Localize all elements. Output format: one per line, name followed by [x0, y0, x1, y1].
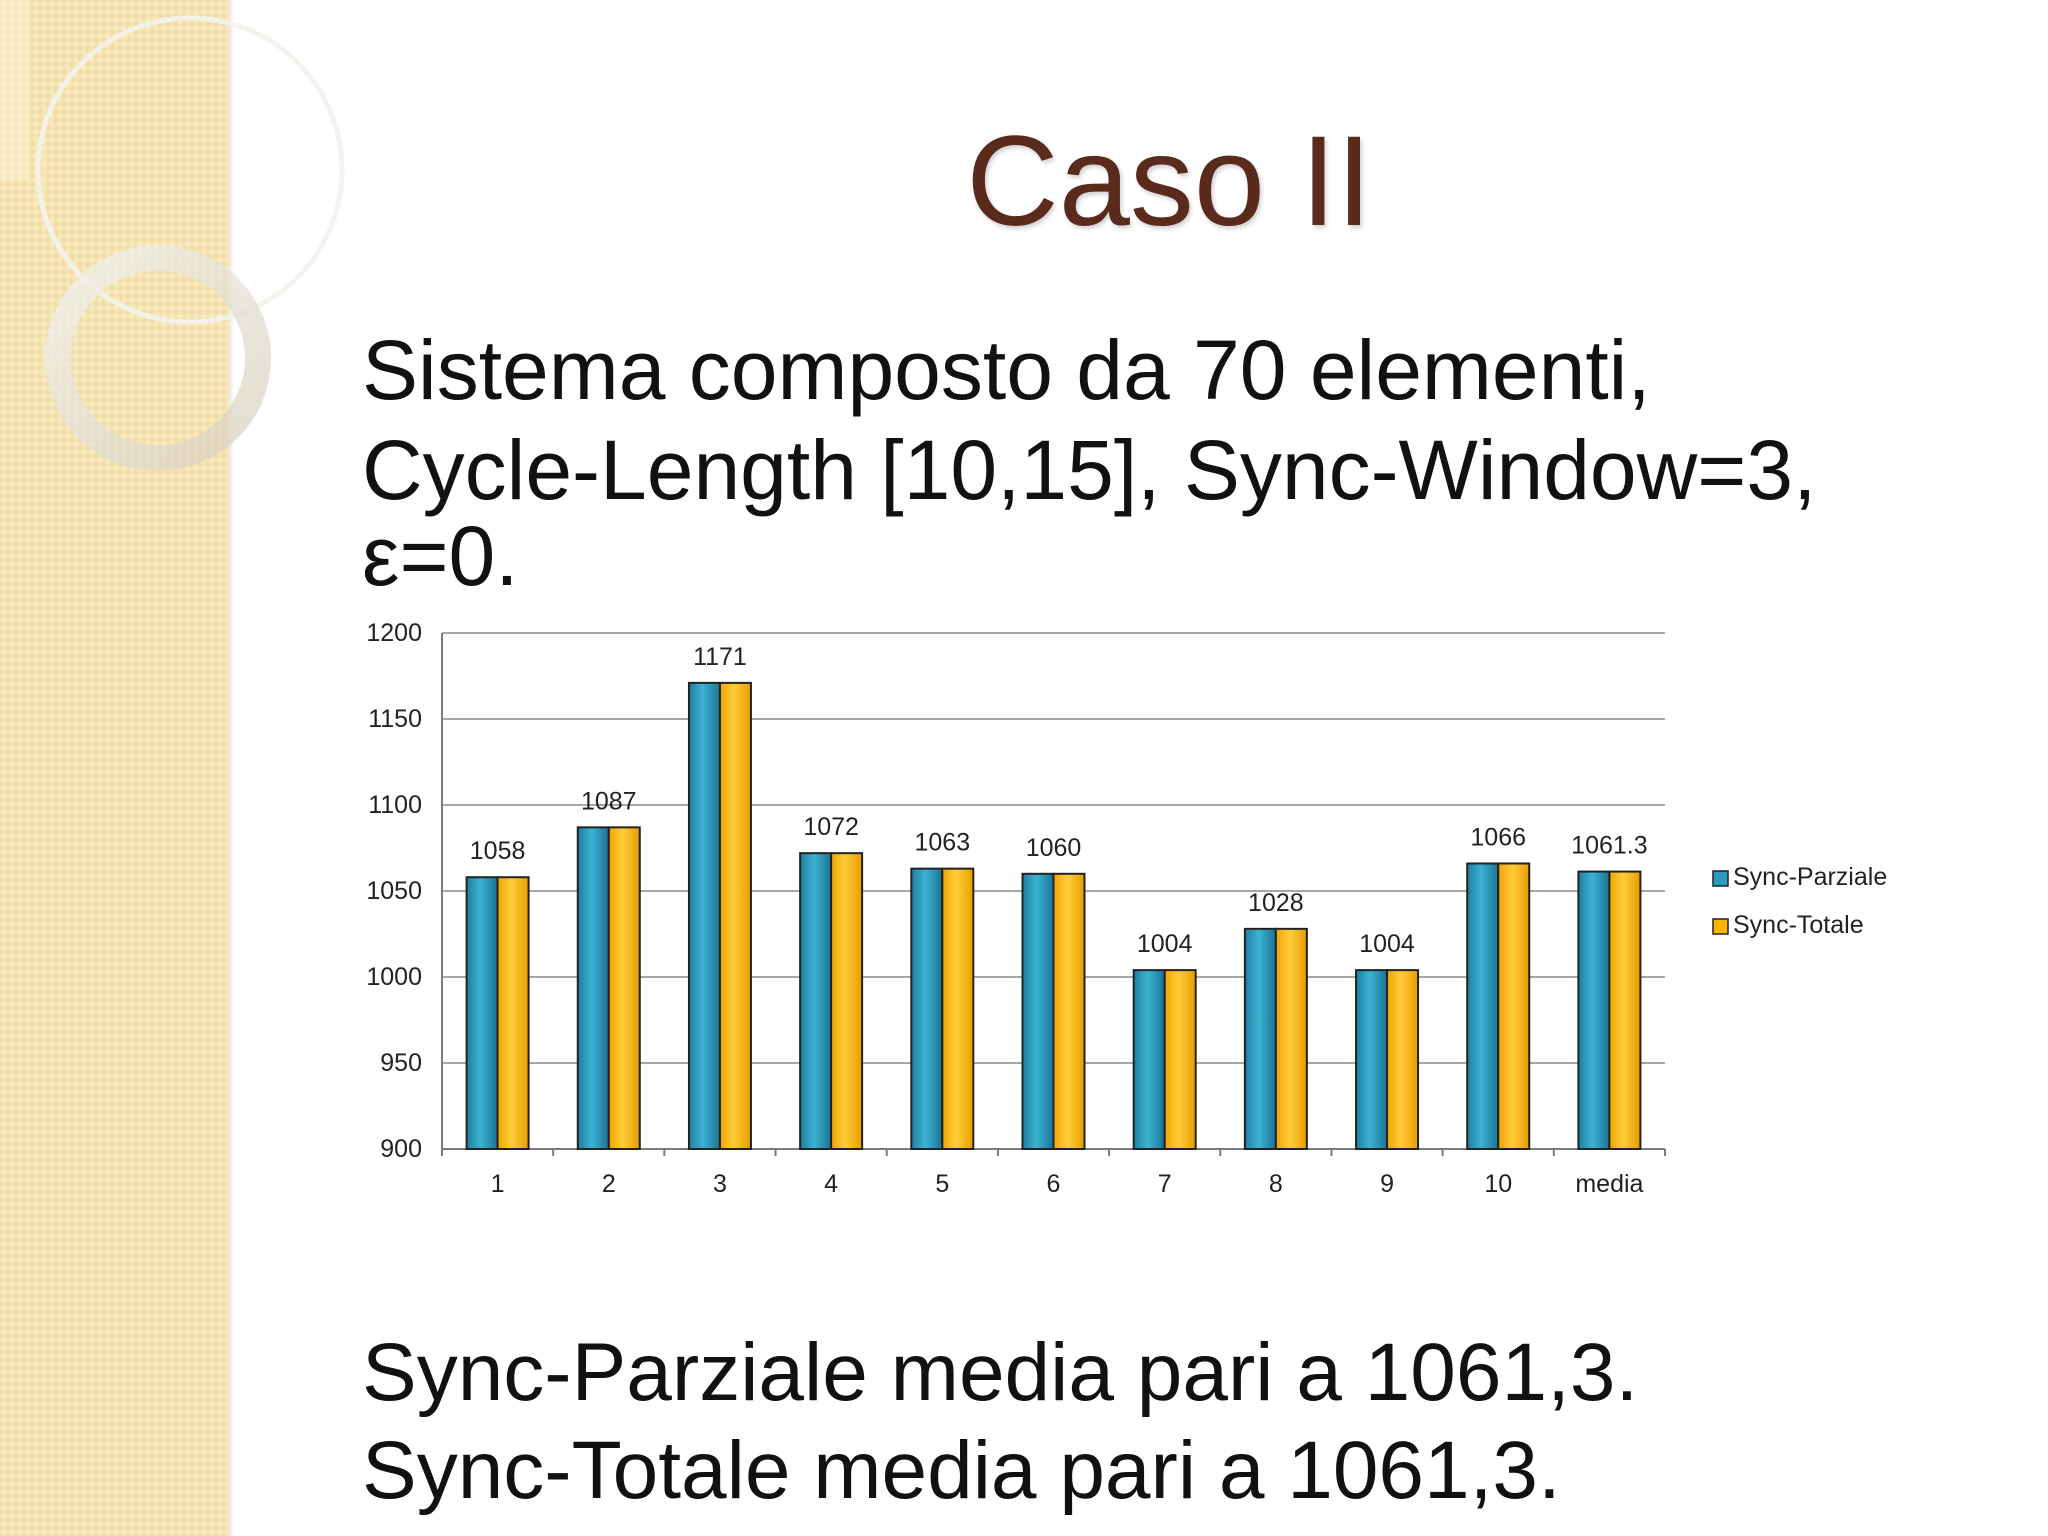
bar-sync-totale	[720, 683, 751, 1149]
data-label: 1061.3	[1571, 831, 1648, 860]
bar-sync-totale	[1609, 872, 1640, 1149]
bar-chart	[340, 608, 1940, 1228]
x-tick-label: 8	[1268, 1170, 1283, 1198]
data-label: 1028	[1248, 888, 1304, 917]
bar-sync-parziale	[1578, 872, 1609, 1149]
description-line-3: ε=0.	[362, 509, 519, 603]
bar-sync-parziale	[1245, 929, 1276, 1149]
bar-sync-parziale	[1356, 970, 1387, 1149]
data-label: 1060	[1025, 833, 1082, 862]
x-tick-label: 6	[1046, 1170, 1061, 1198]
data-label: 1072	[803, 813, 859, 842]
y-tick-label: 1050	[366, 877, 422, 905]
data-label: 1063	[914, 828, 971, 857]
summary-line-1: Sync-Parziale media pari a 1061,3.	[362, 1327, 1639, 1418]
x-tick-label: 2	[601, 1170, 616, 1198]
bar-sync-totale	[1498, 863, 1529, 1149]
data-label: 1058	[469, 837, 526, 866]
data-label: 1004	[1359, 930, 1415, 959]
small-ring	[58, 258, 258, 458]
legend-label-sync-totale: Sync-Totale	[1733, 911, 1864, 939]
x-tick-label: 10	[1484, 1170, 1513, 1198]
bar-sync-totale	[942, 869, 973, 1149]
y-tick-label: 1150	[368, 705, 422, 733]
description-line-2: Cycle-Length [10,15], Sync-Window=3,	[362, 423, 1817, 517]
legend-swatch-sync-parziale	[1713, 871, 1728, 886]
bar-sync-totale	[831, 853, 862, 1149]
legend-swatch-sync-totale	[1713, 919, 1728, 934]
bar-sync-totale	[609, 827, 640, 1149]
bar-sync-parziale	[1467, 863, 1498, 1149]
y-tick-label: 1200	[366, 619, 422, 647]
bar-sync-parziale	[689, 683, 720, 1149]
x-tick-label: 3	[713, 1170, 727, 1198]
x-tick-label: 1	[490, 1170, 505, 1198]
y-tick-label: 900	[380, 1135, 422, 1163]
data-label: 1004	[1136, 930, 1193, 959]
bar-sync-parziale	[911, 869, 942, 1149]
bar-sync-parziale	[578, 827, 609, 1149]
summary-line-2: Sync-Totale media pari a 1061,3.	[362, 1425, 1561, 1516]
bar-sync-parziale	[1134, 970, 1165, 1149]
y-tick-label: 1100	[368, 791, 422, 819]
x-tick-label: 4	[824, 1170, 839, 1198]
decorative-rings	[0, 0, 420, 520]
bar-sync-parziale	[800, 853, 831, 1149]
bar-sync-totale	[1054, 874, 1085, 1149]
x-tick-label: 9	[1380, 1170, 1394, 1198]
bar-sync-totale	[1276, 929, 1307, 1149]
x-tick-label: 5	[935, 1170, 950, 1198]
data-label: 1171	[693, 642, 747, 671]
x-tick-label: 7	[1157, 1170, 1172, 1198]
y-tick-label: 950	[380, 1049, 422, 1077]
bar-sync-totale	[498, 877, 529, 1149]
description-line-1: Sistema composto da 70 elementi,	[362, 323, 1651, 417]
slide-title: Caso II	[966, 110, 1372, 253]
legend-label-sync-parziale: Sync-Parziale	[1733, 863, 1888, 891]
data-label: 1087	[580, 787, 637, 816]
bar-sync-parziale	[1023, 874, 1054, 1149]
bar-sync-totale	[1387, 970, 1418, 1149]
x-tick-label: media	[1575, 1170, 1644, 1198]
y-tick-label: 1000	[366, 963, 422, 991]
data-label: 1066	[1470, 823, 1527, 852]
bar-sync-parziale	[467, 877, 498, 1149]
bar-sync-totale	[1165, 970, 1196, 1149]
